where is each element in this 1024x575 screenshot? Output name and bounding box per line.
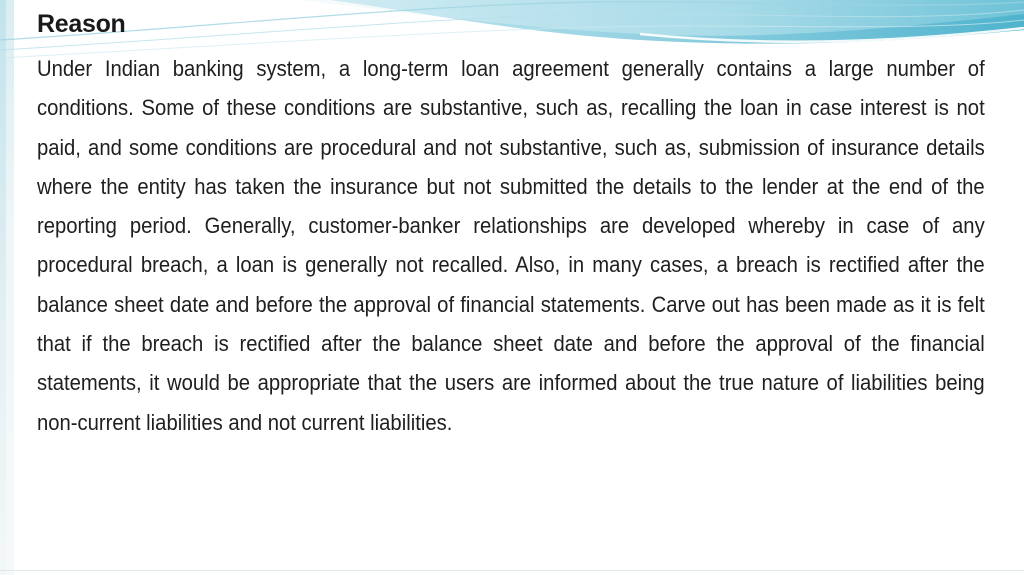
slide-body-text: Under Indian banking system, a long-term loan agreement generally contains a large number of conditions. Some of these conditions are substantive, such as, recalling the loan in case interest is not paid, and some conditions are procedural and not substantive, such as, submission of insurance details where the entity has taken the insurance but not submitted the details to the lender at the end of the reporting period. Generally, customer-banker relationships are developed whereby in case of any procedural breach, a loan is generally not recalled. Also, in many cases, a breach is rectified after the balance sheet date and before the approval of financial statements. Carve out has been made as it is felt that if the breach is rectified after the balance sheet date and before the approval of the financial statements, it would be appropriate that the users are informed about the true nature of liabilities being non-current liabilities and not current liabilities.	[37, 56, 985, 435]
slide-title: Reason	[37, 10, 126, 38]
bottom-divider	[0, 570, 1024, 571]
left-accent-bar	[0, 0, 14, 575]
